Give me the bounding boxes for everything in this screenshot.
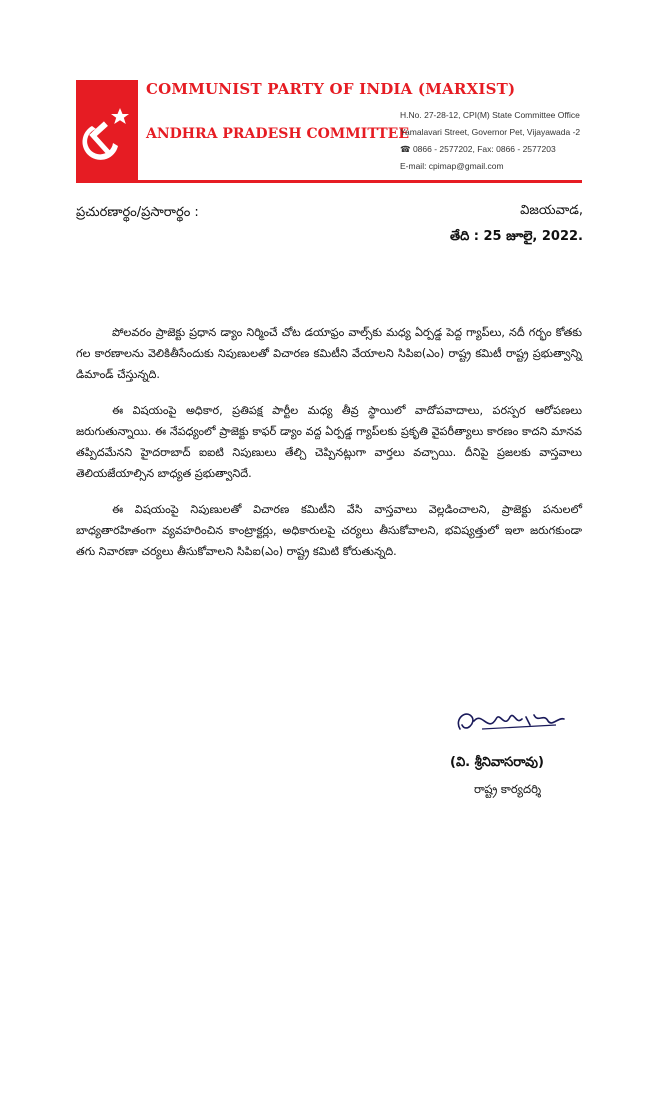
header-divider (76, 180, 582, 183)
hammer-sickle-star-icon (82, 106, 132, 160)
committee-name: ANDHRA PRADESH COMMITTEE (146, 126, 410, 142)
paragraph: ఈ విషయంపై నిపుణులతో విచారణ కమిటీని వేసి వాస్తవాలు వెల్లడించాలని, ప్రాజెక్టు పనులలో బాధ్యతారహితంగా వ్యవహరించిన కాంట్రాక్టర్లు, అధికారులపై చర్యలు తీసుకోవాలని, భవిష్యత్తులో ఇలా జరుగకుండా తగు నివారణా చర్యలు తీసుకోవాలని సిపిఐ(ఎం) రాష్ట్ర కమిటి కోరుతున్నది. (76, 503, 582, 558)
address-line2: Yamalavari Street, Governor Pet, Vijayawada -2 (400, 127, 581, 137)
paragraph: పోలవరం ప్రాజెక్టు ప్రధాన డ్యాం నిర్మించే చోట డయాఫ్రం వాల్స్‌కు మధ్య ఏర్పడ్డ పెద్ద గ్యాప్‌లు, నదీ గర్భం కోతకు గల కారణాలను వెలికితీసేందుకు నిపుణులతో విచారణ కమిటీని వేయాలని సిపిఐ(ఎం) రాష్ట్ర కమిటీ రాష్ట్ర ప్రభుత్వాన్ని డిమాండ్ చేస్తున్నది. (76, 326, 582, 381)
email: E-mail: cpimap@gmail.com (400, 161, 504, 171)
paragraph: ఈ విషయంపై అధికార, ప్రతిపక్ష పార్టీల మధ్య తీవ్ర స్థాయిలో వాదోపవాదాలు, పరస్పర ఆరోపణలు జరుగుతున్నాయి. ఈ నేపధ్యంలో ప్రాజెక్టు కాఫర్ డ్యాం వద్ద ఏర్పడ్డ గ్యాప్‌లకు ప్రకృతి వైపరీత్యాలు కారణం కాదని మానవ తప్పిదమేనని హైదరాబాద్ ఐఐటి నిపుణులు తేల్చి చెప్పినట్లుగా వార్తలు వచ్చాయి. దీనిపై ప్రజలకు వాస్తవాలు తెలియజేయాల్సిన బాధ్యత ప్రభుత్వానిదే. (76, 404, 582, 480)
letter-body (76, 322, 582, 577)
contact-block (400, 107, 580, 175)
handwritten-signature-icon (452, 703, 572, 739)
release-label: ప్రచురణార్థం/ప్రసారార్థం : (76, 205, 199, 220)
signer-designation: రాష్ట్ర కార్యదర్శి (474, 782, 541, 796)
org-name: COMMUNIST PARTY OF INDIA (MARXIST) (146, 80, 516, 98)
phone-fax: ☎ 0866 - 2577202, Fax: 0866 - 2577203 (400, 144, 556, 154)
signer-name: (వి. శ్రీనివాసరావు) (450, 755, 544, 770)
address-line1: H.No. 27-28-12, CPI(M) State Committee Office (400, 110, 580, 120)
release-place: విజయవాడ, (520, 203, 583, 218)
release-date: తేది : 25 జూలై, 2022. (449, 229, 583, 244)
party-logo (76, 80, 138, 182)
